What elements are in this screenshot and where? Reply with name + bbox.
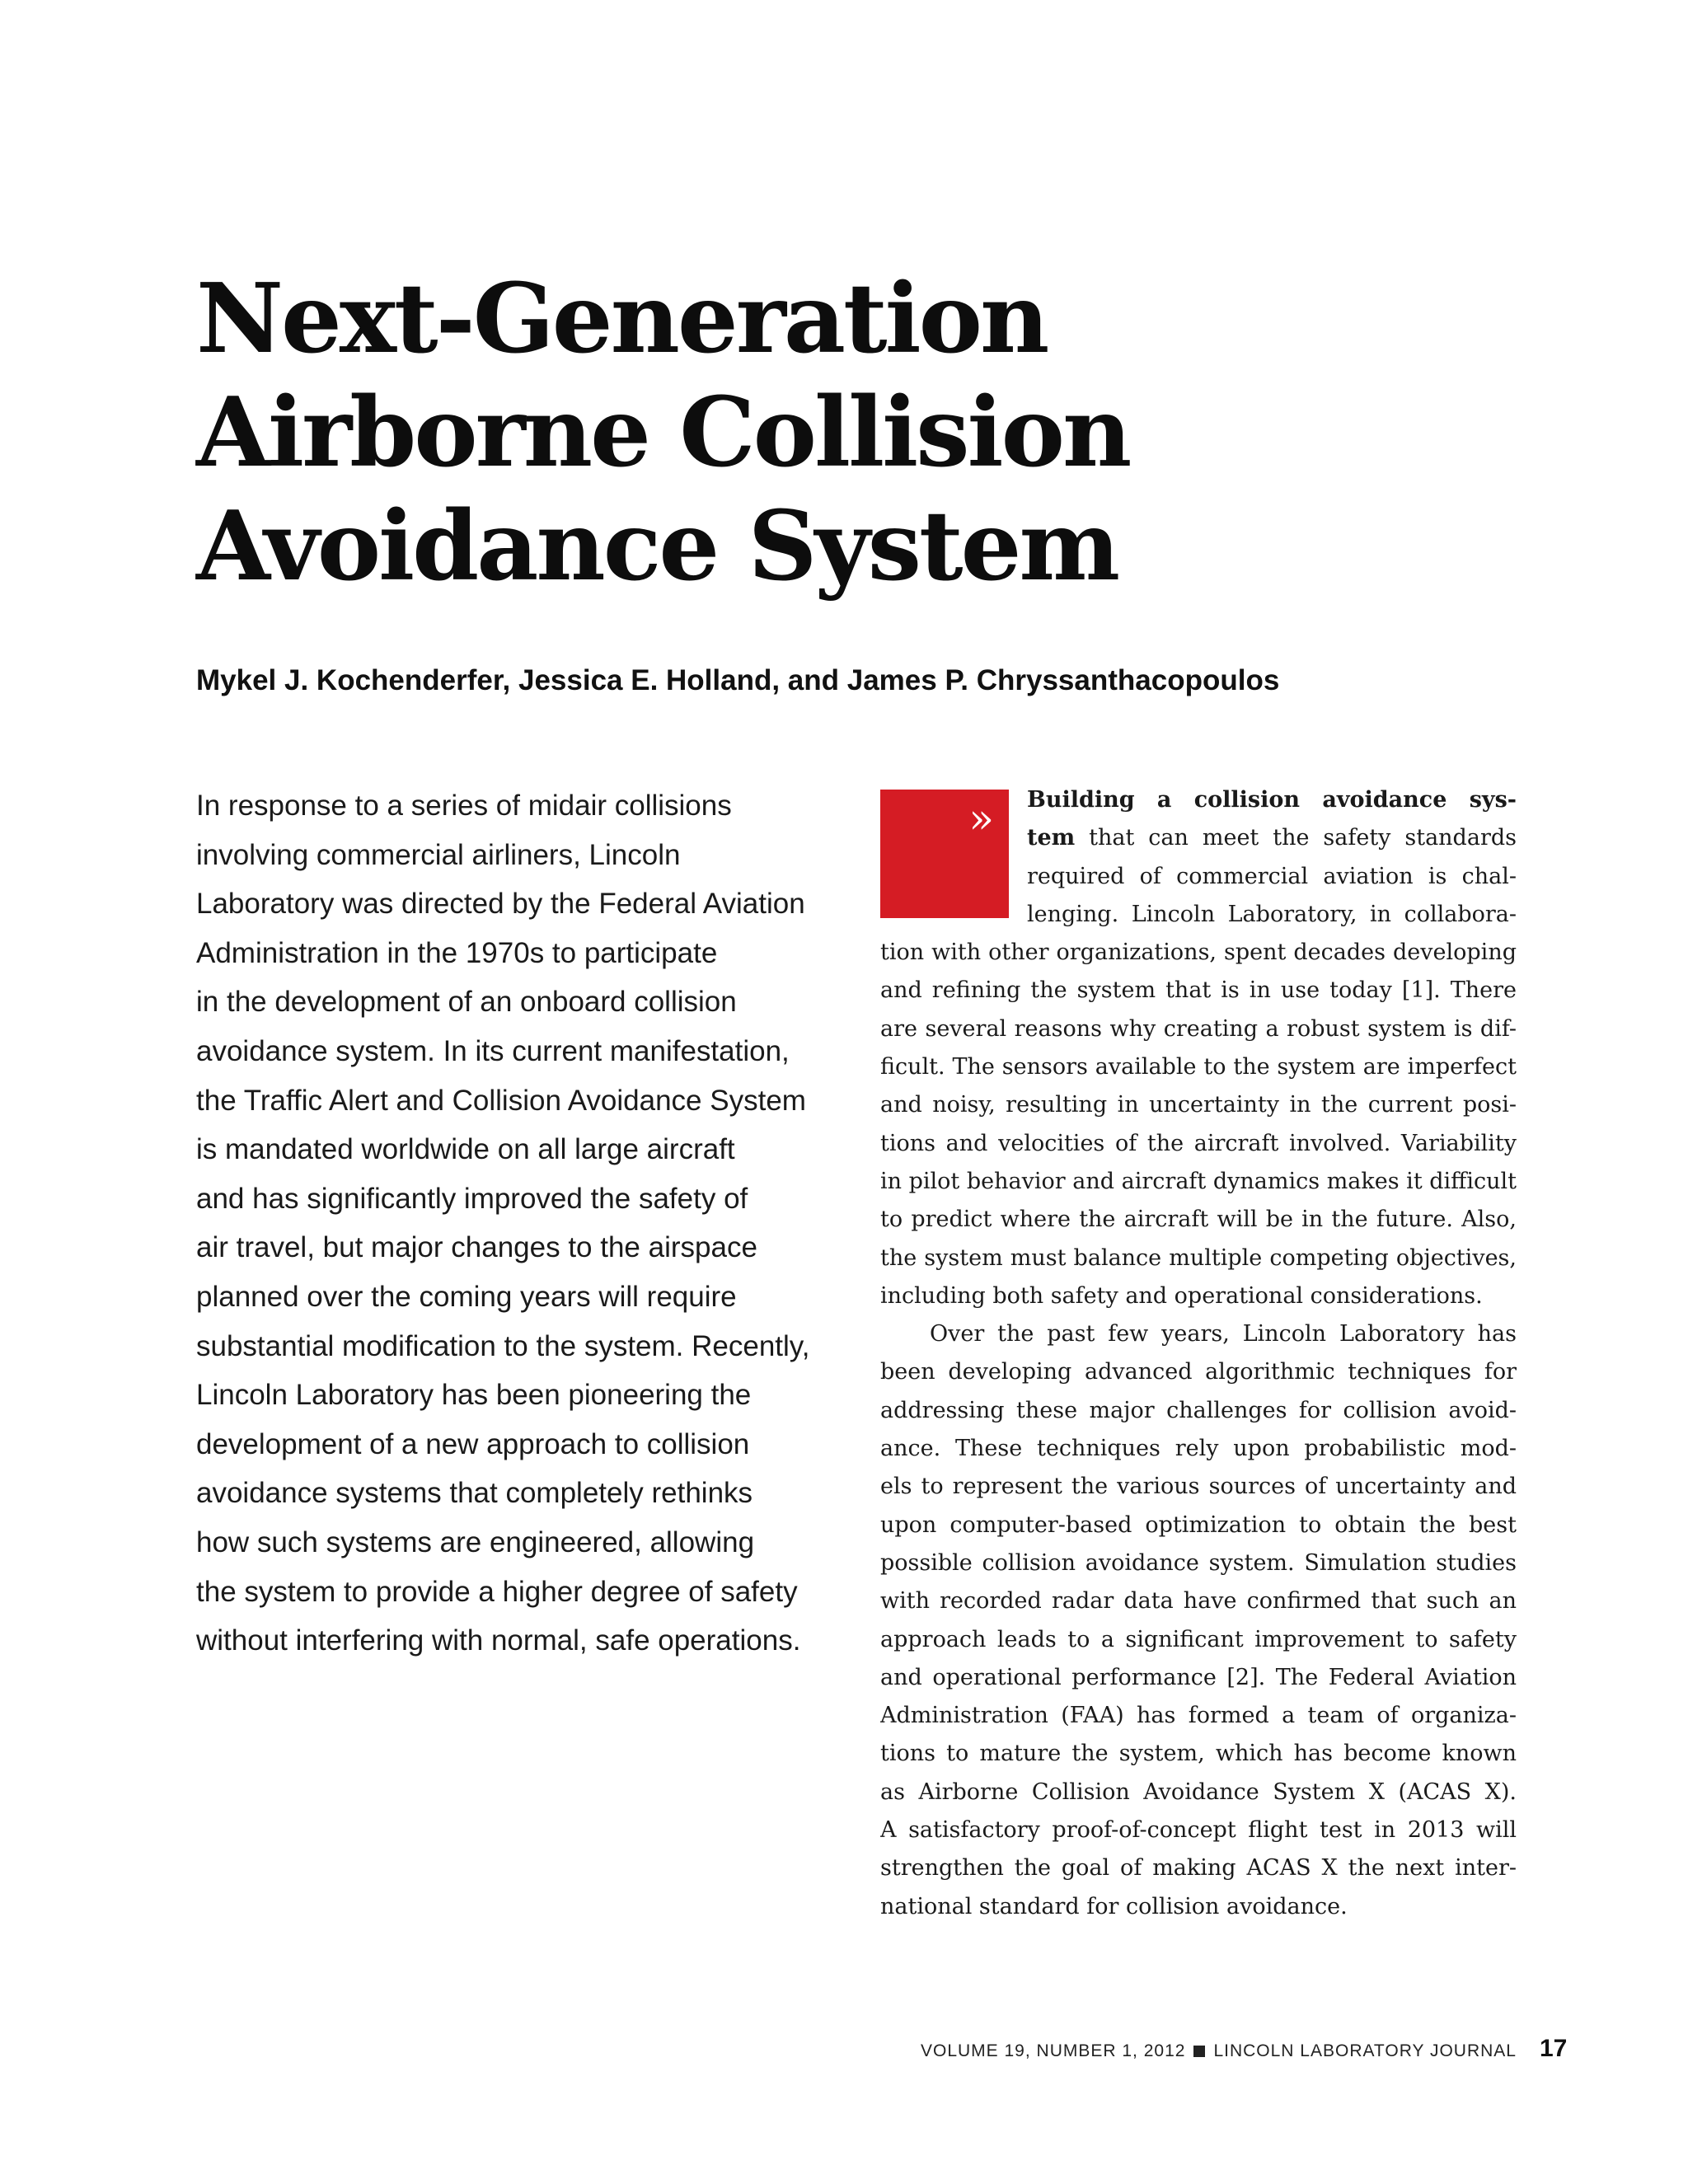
author-list: Mykel J. Kochenderfer, Jessica E. Holland, and James P. Chryssanthacopoulos — [196, 664, 1280, 696]
body-line: tions and velocities of the aircraft involved. Variability — [880, 1130, 1517, 1156]
body-line: els to represent the various sources of uncertainty and — [880, 1474, 1517, 1500]
abstract-line: substantial modification to the system. Recently, — [196, 1329, 810, 1362]
body-column — [880, 781, 1517, 1926]
abstract-line: avoidance systems that completely rethinks — [196, 1477, 753, 1510]
abstract-line: without interfering with normal, safe operations. — [196, 1624, 801, 1657]
square-separator-icon — [1193, 2046, 1205, 2057]
abstract-line: development of a new approach to collision — [196, 1427, 750, 1460]
body-line: tions to mature the system, which has become known — [880, 1741, 1517, 1767]
body-line: as Airborne Collision Avoidance System X (ACAS X). — [880, 1779, 1517, 1805]
body-line: and operational performance [2]. The Federal Aviation — [880, 1664, 1517, 1690]
body-line — [880, 819, 1517, 857]
abstract-line: and has significantly improved the safety of — [196, 1182, 748, 1215]
lead-in-text: tem — [1027, 825, 1076, 851]
body-line: and refining the system that is in use today [1]. There — [880, 977, 1517, 1004]
body-line: in pilot behavior and aircraft dynamics makes it difficult — [880, 1168, 1517, 1194]
body-line — [880, 781, 1517, 819]
page-number: 17 — [1540, 2035, 1568, 2062]
title-line: Avoidance System — [196, 490, 1118, 602]
body-line: possible collision avoidance system. Simulation studies — [880, 1549, 1517, 1576]
abstract-line: the Traffic Alert and Collision Avoidance System — [196, 1084, 806, 1117]
body-line: ance. These techniques rely upon probabilistic mod- — [880, 1436, 1517, 1462]
body-line: Over the past few years, Lincoln Laboratory has — [930, 1321, 1517, 1347]
body-line: lenging. Lincoln Laboratory, in collabora- — [1027, 901, 1517, 927]
title-line: Next-Generation — [196, 263, 1048, 375]
abstract-line: the system to provide a higher degree of safety — [196, 1575, 798, 1608]
body-line: ficult. The sensors available to the system are imperfect — [880, 1054, 1517, 1080]
abstract-line: Lincoln Laboratory has been pioneering the — [196, 1379, 752, 1412]
journal-name: LINCOLN LABORATORY JOURNAL — [1213, 2041, 1517, 2060]
body-line: addressing these major challenges for collision avoid- — [880, 1397, 1517, 1423]
double-chevron-icon: » — [968, 794, 994, 842]
running-footer — [907, 2039, 1517, 2064]
body-line: Administration (FAA) has formed a team of organiza- — [880, 1703, 1517, 1729]
body-line: A satisfactory proof-of-concept flight test in 2013 will — [880, 1817, 1517, 1844]
abstract-line: Administration in the 1970s to participate — [196, 936, 718, 969]
abstract-line: how such systems are engineered, allowing — [196, 1526, 755, 1558]
issue-info: VOLUME 19, NUMBER 1, 2012 — [920, 2041, 1186, 2060]
body-line: and noisy, resulting in uncertainty in the current posi- — [880, 1092, 1517, 1118]
body-line: tion with other organizations, spent decades developing — [880, 940, 1517, 966]
body-line: including both safety and operational considerations. — [880, 1282, 1483, 1309]
body-line: to predict where the aircraft will be in the future. Also, — [880, 1207, 1517, 1233]
body-line: approach leads to a significant improvement to safety — [880, 1626, 1517, 1652]
abstract-line: is mandated worldwide on all large aircraft — [196, 1133, 735, 1166]
body-text-run: that can meet the safety standards — [1075, 825, 1517, 851]
abstract-line: avoidance system. In its current manifestation, — [196, 1034, 790, 1067]
abstract-line: Laboratory was directed by the Federal Aviation — [196, 888, 805, 921]
title-line: Airborne Collision — [196, 377, 1130, 489]
body-line: required of commercial aviation is chal- — [1027, 863, 1517, 889]
body-line: upon computer-based optimization to obtain the best — [880, 1511, 1517, 1538]
abstract-line: In response to a series of midair collisions — [196, 790, 732, 822]
abstract-line: planned over the coming years will require — [196, 1280, 737, 1313]
abstract-line: air travel, but major changes to the airspace — [196, 1231, 757, 1264]
body-line: national standard for collision avoidance. — [880, 1893, 1348, 1919]
abstract-line: involving commercial airliners, Lincoln — [196, 838, 681, 871]
body-line: the system must balance multiple competing objectives, — [880, 1244, 1517, 1271]
article-title — [196, 262, 1432, 603]
body-line: with recorded radar data have confirmed that such an — [880, 1588, 1517, 1615]
body-line: been developing advanced algorithmic techniques for — [880, 1359, 1517, 1385]
lead-in-text: Building a collision avoidance sys- — [1027, 787, 1517, 813]
abstract-line: in the development of an onboard collision — [196, 986, 737, 1019]
abstract — [196, 781, 856, 1666]
body-line: are several reasons why creating a robust system is dif- — [880, 1015, 1517, 1042]
body-line: strengthen the goal of making ACAS X the next inter- — [880, 1855, 1517, 1882]
